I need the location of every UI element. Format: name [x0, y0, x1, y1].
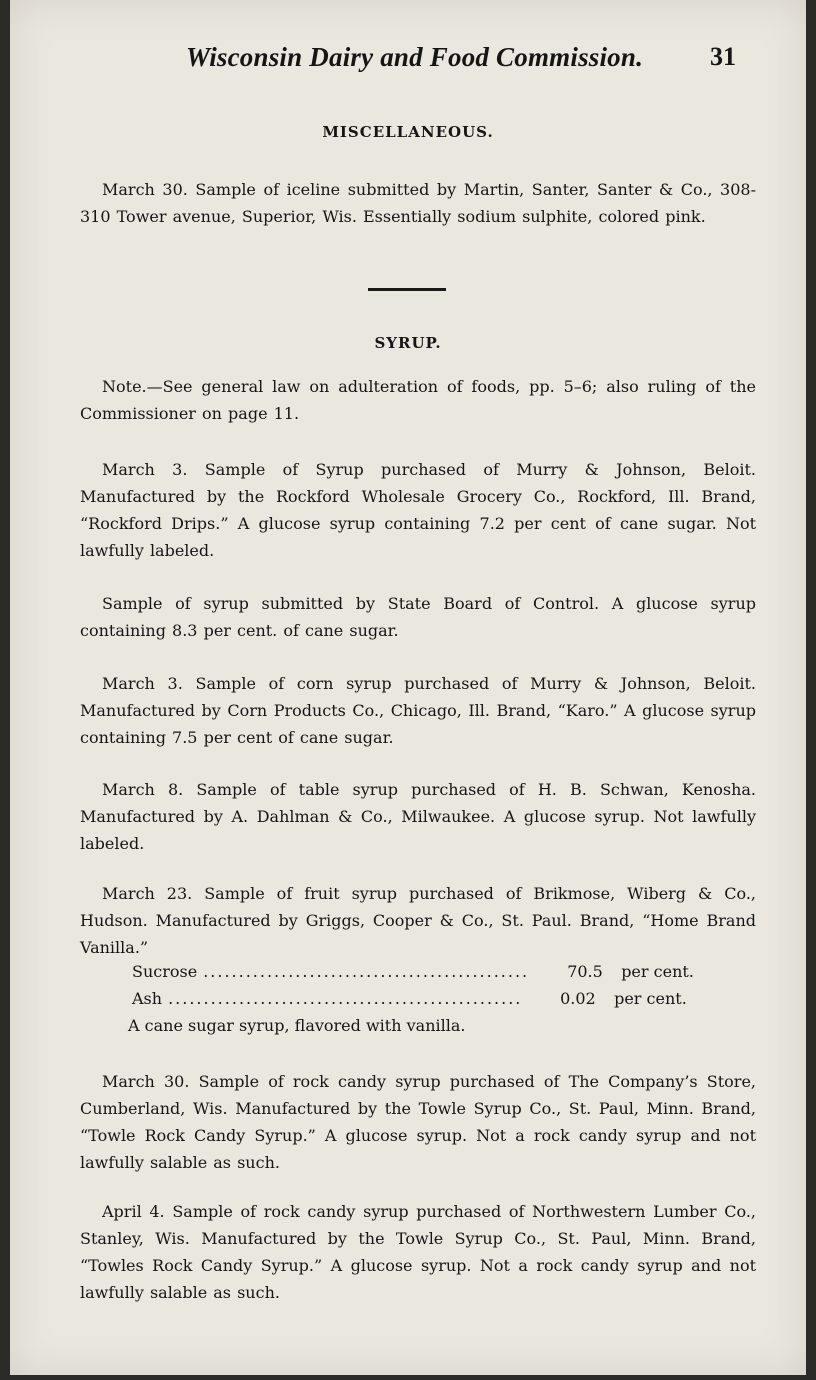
syrup-note [80, 373, 756, 427]
analysis-unit: per cent. [614, 989, 687, 1008]
entry-text: Sample of syrup submitted by State Board of Control. A glucose syrup containing 8.3 per cent. of cane sugar. [80, 594, 756, 640]
entry-text: March 3. Sample of Syrup purchased of Murry & Johnson, Beloit. Manufactured by the Rockford Wholesale Grocery Co., Rockford, Ill. Brand, “Rockford Drips.” A glucose syrup containing 7.2 per cent of cane sugar. Not lawfully labeled. [80, 460, 756, 560]
analysis-label: Sucrose [132, 962, 198, 981]
entry-state-board [80, 590, 756, 644]
analysis-value: 0.02 [560, 989, 596, 1008]
entry-home-brand-vanilla [80, 880, 756, 961]
leader-dots: .............................................. [203, 962, 530, 981]
entry-text: March 8. Sample of table syrup purchased of H. B. Schwan, Kenosha. Manufactured by A. Dahlman & Co., Milwaukee. A glucose syrup. Not lawfully labeled. [80, 780, 756, 853]
entry-text: April 4. Sample of rock candy syrup purchased of Northwestern Lumber Co., Stanley, Wis. Manufactured by the Towle Syrup Co., St. Paul, Minn. Brand, “Towles Rock Candy Syrup.” A glucose syrup. Not a rock candy syrup and not lawfully salable as such. [80, 1202, 756, 1302]
analysis-row-ash [132, 985, 772, 1012]
entry-towle-stanley [80, 1198, 756, 1306]
note-text: Note.—See general law on adulteration of foods, pp. 5–6; also ruling of the Commissioner on page 11. [80, 377, 756, 423]
running-head-title: Wisconsin Dairy and Food Commission. [186, 42, 644, 72]
analysis-table [132, 958, 772, 1012]
entry-karo [80, 670, 756, 751]
entry-text: March 23. Sample of fruit syrup purchased of Brikmose, Wiberg & Co., Hudson. Manufactured by Griggs, Cooper & Co., St. Paul. Brand, “Home Brand Vanilla.” [80, 884, 756, 957]
section-divider-rule [368, 288, 446, 291]
entry-text: March 30. Sample of iceline submitted by Martin, Santer, Santer & Co., 308-310 Tower avenue, Superior, Wis. Essentially sodium sulphite, colored pink. [80, 180, 756, 226]
analysis-unit: per cent. [621, 962, 694, 981]
entry-rockford-drips [80, 456, 756, 564]
entry-text: March 30. Sample of rock candy syrup purchased of The Company’s Store, Cumberland, Wis. Manufactured by the Towle Syrup Co., St. Paul, Minn. Brand, “Towle Rock Candy Syrup.” A glucose syrup. Not a rock candy syrup and not lawfully salable as such. [80, 1072, 756, 1172]
section-heading-miscellaneous: MISCELLANEOUS. [322, 123, 494, 141]
analysis-label: Ash [132, 989, 163, 1008]
page-number: 31 [710, 42, 736, 71]
analysis-value: 70.5 [567, 962, 603, 981]
entry-table-syrup [80, 776, 756, 857]
leader-dots: .................................................. [168, 989, 523, 1008]
analysis-conclusion: A cane sugar syrup, flavored with vanilla. [128, 1016, 466, 1035]
document-page [10, 0, 806, 1375]
analysis-row-sucrose [132, 958, 772, 985]
section-heading-syrup: SYRUP. [374, 334, 442, 352]
entry-towle-cumberland [80, 1068, 756, 1176]
entry-iceline [80, 176, 756, 230]
entry-text: March 3. Sample of corn syrup purchased of Murry & Johnson, Beloit. Manufactured by Corn Products Co., Chicago, Ill. Brand, “Karo.” A glucose syrup containing 7.5 per cent of cane sugar. [80, 674, 756, 747]
